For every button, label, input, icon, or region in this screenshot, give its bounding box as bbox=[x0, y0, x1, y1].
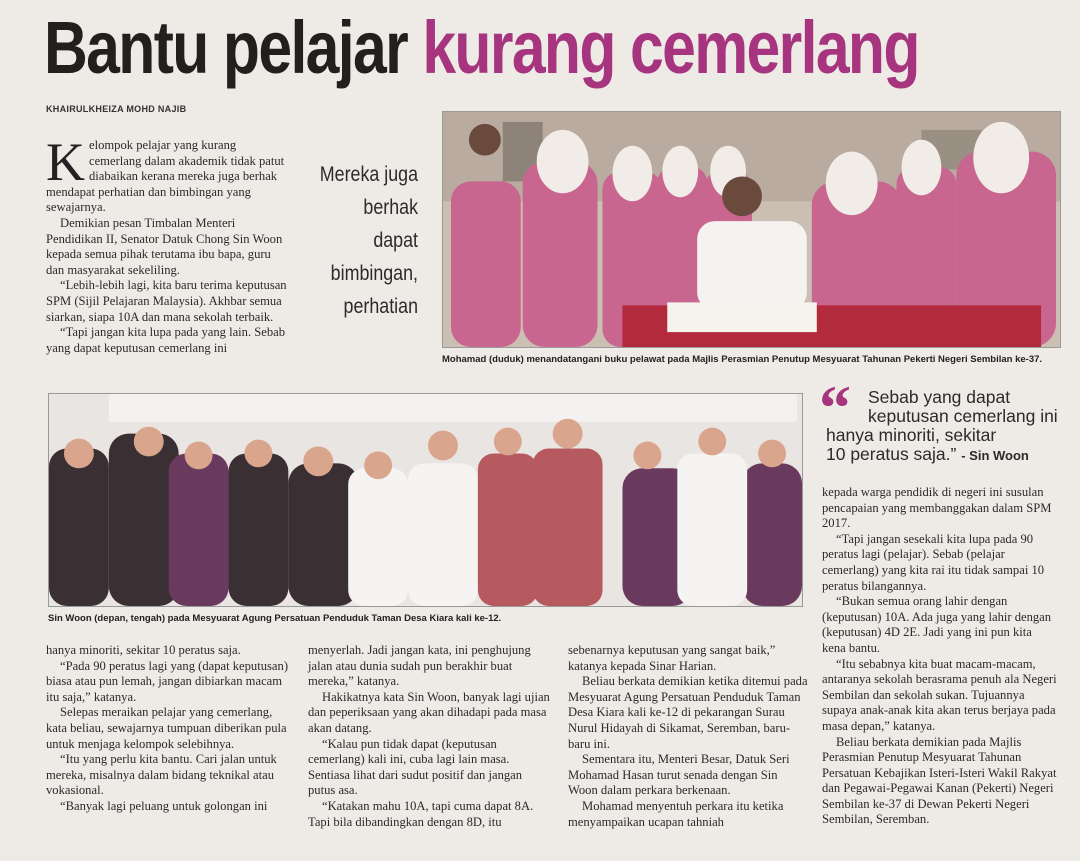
paragraph: “Banyak lagi peluang untuk golongan ini bbox=[60, 798, 268, 813]
headline bbox=[44, 2, 919, 94]
drop-cap: K bbox=[46, 132, 85, 192]
pull-quote-line: perhatian bbox=[343, 295, 418, 318]
pull-quote-line: Mereka juga bbox=[319, 163, 418, 186]
pull-quote-line: berhak bbox=[363, 196, 418, 219]
paragraph: “Bukan semua orang lahir dengan (keputusan) 10A. Ada juga yang lahir dengan (keputusan) 4D 2E. Jadi yang ini pun kita kena bantu. bbox=[822, 594, 1052, 655]
photo-signing-ceremony bbox=[442, 111, 1061, 348]
pull-quote-line: hanya minoriti, sekitar bbox=[826, 425, 997, 445]
pull-quote-line: 10 peratus saja.” bbox=[826, 444, 957, 464]
pull-quote-line: keputusan cemerlang ini bbox=[868, 406, 1058, 426]
paragraph: menyerlah. Jadi jangan kata, ini penghujung jalan atau dunia sudah pun berakhir buat mereka,” katanya. bbox=[308, 643, 531, 689]
pull-quote-attribution: - Sin Woon bbox=[961, 448, 1029, 463]
paragraph: “Itu sebabnya kita buat macam-macam, antaranya sekolah berasrama penuh ala Negeri Sembilan dan sekolah sukan. Tujuannya supaya anak-anak kita akan terus berjaya pada masa depan,” katanya. bbox=[822, 656, 1057, 733]
intro-paragraph bbox=[46, 132, 290, 216]
paragraph: Mohamad menyentuh perkara itu ketika menyampaikan ucapan tahniah bbox=[568, 798, 784, 829]
headline-part-2: kurang cemerlang bbox=[422, 6, 919, 89]
intro-text: elompok pelajar yang kurang cemerlang dalam akademik tidak patut diabaikan kerana mereka juga berhak mendapat perhatian dan bimbingan yang sewajarnya. bbox=[46, 138, 285, 215]
paragraph: “Katakan mahu 10A, tapi cuma dapat 8A. Tapi bila dibandingkan dengan 8D, itu bbox=[308, 798, 534, 829]
article-column-3 bbox=[568, 643, 808, 830]
paragraph: “Tapi jangan sesekali kita lupa pada 90 peratus lagi (pelajar). Sebab (pelajar cemerlang) yang kita rai itu tidak sampai 10 peratus bilangannya. bbox=[822, 531, 1045, 593]
paragraph: “Pada 90 peratus lagi yang (dapat keputusan) biasa atau pun lemah, jangan dibiarkan macam itu saja,” katanya. bbox=[46, 658, 289, 704]
paragraph: “Itu yang perlu kita bantu. Cari jalan untuk mereka, misalnya dalam bidang teknikal atau vokasional. bbox=[46, 752, 277, 798]
photo-1-caption: Mohamad (duduk) menandatangani buku pelawat pada Majlis Perasmian Penutup Mesyuarat Tahunan Pekerti Negeri Sembilan ke-37. bbox=[442, 354, 1043, 365]
paragraph: hanya minoriti, sekitar 10 peratus saja. bbox=[46, 643, 241, 657]
paragraph: Beliau berkata demikian ketika ditemui pada Mesyuarat Agung Persatuan Penduduk Taman Desa Kiara kali ke-12 di pekarangan Surau Nurul Hidayah di Sikamat, Seremban, baru-baru ini. bbox=[568, 674, 808, 751]
article-column-2 bbox=[308, 643, 552, 830]
photo-2-caption: Sin Woon (depan, tengah) pada Mesyuarat Agung Persatuan Penduduk Taman Desa Kiara kali ke-12. bbox=[48, 613, 502, 624]
pull-quote-1 bbox=[318, 158, 418, 323]
article-column-intro bbox=[46, 132, 290, 356]
pull-quote-line: Sebab yang dapat bbox=[868, 387, 1011, 407]
paragraph: Hakikatnya kata Sin Woon, banyak lagi ujian dan peperiksaan yang akan dihadapi pada masa akan datang. bbox=[308, 689, 550, 735]
pull-quote-line: dapat bbox=[373, 229, 418, 252]
pull-quote-last-line bbox=[826, 445, 1060, 465]
headline-part-1: Bantu pelajar bbox=[44, 6, 408, 89]
photo-group-illustration bbox=[49, 394, 802, 606]
article-column-1 bbox=[46, 643, 292, 815]
paragraph: kepada warga pendidik di negeri ini susulan pencapaian yang membanggakan dalam SPM 2017. bbox=[822, 485, 1052, 531]
photo-group-meeting bbox=[48, 393, 803, 607]
paragraph: “Tapi jangan kita lupa pada yang lain. Sebab yang dapat keputusan cemerlang ini bbox=[46, 325, 286, 355]
photo-signing-illustration bbox=[443, 112, 1060, 347]
paragraph: “Lebih-lebih lagi, kita baru terima keputusan SPM (Sijil Pelajaran Malaysia). Akhbar semua siarkan, siapa 10A dan mana sekolah terbaik. bbox=[46, 278, 287, 324]
paragraph: “Kalau pun tidak dapat (keputusan cemerlang) kali ini, cuba lagi lain masa. Sentiasa lihat dari sudut positif dan jangan putus asa. bbox=[308, 736, 523, 798]
article-column-right bbox=[822, 485, 1058, 828]
paragraph: Beliau berkata demikian pada Majlis Perasmian Penutup Mesyuarat Tahunan Persatuan Kebajikan Isteri-Isteri Wakil Rakyat dan Pegawai-Pegawai Kanan (Pekerti) Negeri Sembilan ke-37 di Dewan Pekerti Negeri Sembilan, Seremban. bbox=[822, 734, 1057, 827]
pull-quote-line: bimbingan, bbox=[330, 262, 418, 285]
paragraph: Selepas meraikan pelajar yang cemerlang, kata beliau, sewajarnya tumpuan diberikan pula untuk menjaga kelompok selebihnya. bbox=[46, 705, 287, 751]
paragraph: Demikian pesan Timbalan Menteri Pendidikan II, Senator Datuk Chong Sin Woon kepada semua pihak terutama ibu bapa, guru dan masyarakat sekeliling. bbox=[46, 215, 283, 277]
byline: KHAIRULKHEIZA MOHD NAJIB bbox=[46, 104, 187, 114]
paragraph: Sementara itu, Menteri Besar, Datuk Seri Mohamad Hasan turut senada dengan Sin Woon dalam perkara berkenaan. bbox=[568, 752, 790, 798]
paragraph: sebenarnya keputusan yang sangat baik,” katanya kepada Sinar Harian. bbox=[568, 643, 776, 673]
quote-mark-icon: “ bbox=[819, 372, 851, 443]
pull-quote-2 bbox=[826, 388, 1060, 465]
